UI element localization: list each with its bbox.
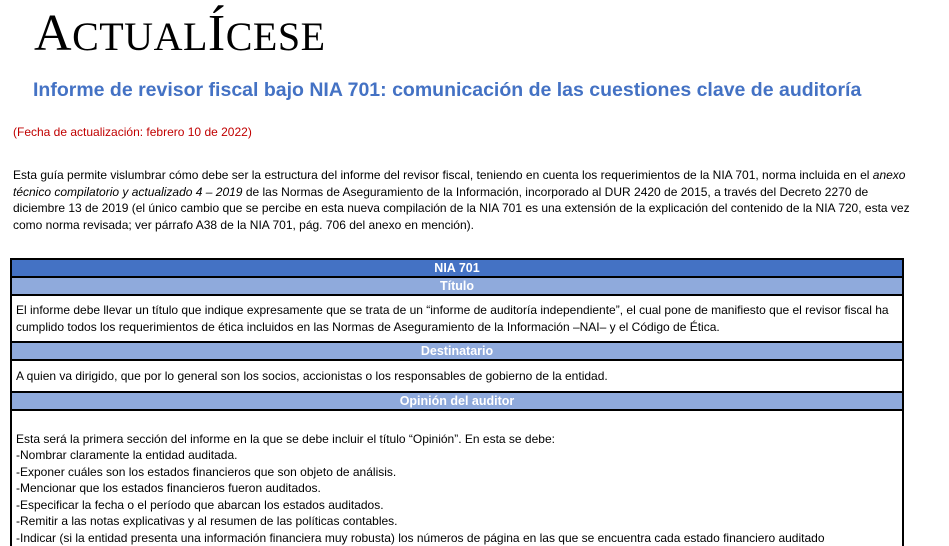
list-item: -Exponer cuáles son los estados financieros que son objeto de análisis. [16,464,898,481]
opinion-list [16,447,898,546]
section-body-opinion [12,411,902,546]
list-item: -Remitir a las notas explicativas y al resumen de las políticas contables. [16,513,898,530]
section-text-destinatario: A quien va dirigido, que por lo general son los socios, accionistas o los responsables de gobierno de la entidad. [12,361,902,393]
actualicese-logo: ACTUALÍCESE [34,6,326,65]
page-title: Informe de revisor fiscal bajo NIA 701: comunicación de las cuestiones clave de auditoría [33,79,861,102]
nia-701-table [10,258,904,546]
section-heading-titulo: Título [12,278,902,296]
list-item: -Nombrar claramente la entidad auditada. [16,447,898,464]
table-header: NIA 701 [12,260,902,278]
list-item: -Especificar la fecha o el período que abarcan los estados auditados. [16,497,898,514]
section-heading-opinion: Opinión del auditor [12,393,902,411]
opinion-intro: Esta será la primera sección del informe en la que se debe incluir el título “Opinión”. En esta se debe: [16,431,898,448]
intro-paragraph: Esta guía permite vislumbrar cómo debe ser la estructura del informe del revisor fiscal, teniendo en cuenta los requerimientos de la NIA 701, norma incluida en el anexo técnico compilatorio y actualizado 4 – 2019 de las Normas de Aseguramiento de la Información, incorporado al DUR 2420 de 2015, a través del Decreto 2270 de diciembre 13 de 2019 (el único cambio que se percibe en esta nueva compilación de la NIA 701 es una extensión de la explicación del contenido de la NIA 720, esta vez como norma revisada; ver párrafo A38 de la NIA 701, pág. 706 del anexo en mención). [13,167,913,233]
list-item: -Mencionar que los estados financieros fueron auditados. [16,480,898,497]
section-heading-destinatario: Destinatario [12,343,902,361]
list-item: -Indicar (si la entidad presenta una información financiera muy robusta) los números de página en las que se encuentra cada estado financiero auditado [16,530,898,546]
update-date-note: (Fecha de actualización: febrero 10 de 2022) [13,125,252,139]
intro-italic-reference: anexo técnico compilatorio y actualizado 4 – 2019 [13,168,905,199]
section-text-titulo: El informe debe llevar un título que indique expresamente que se trata de un “informe de auditoría independiente”, el cual pone de manifiesto que el revisor fiscal ha cumplido todos los requerimientos de ética incluidos en las Normas de Aseguramiento de la Información –NAI– y el Código de Ética. [12,296,902,343]
